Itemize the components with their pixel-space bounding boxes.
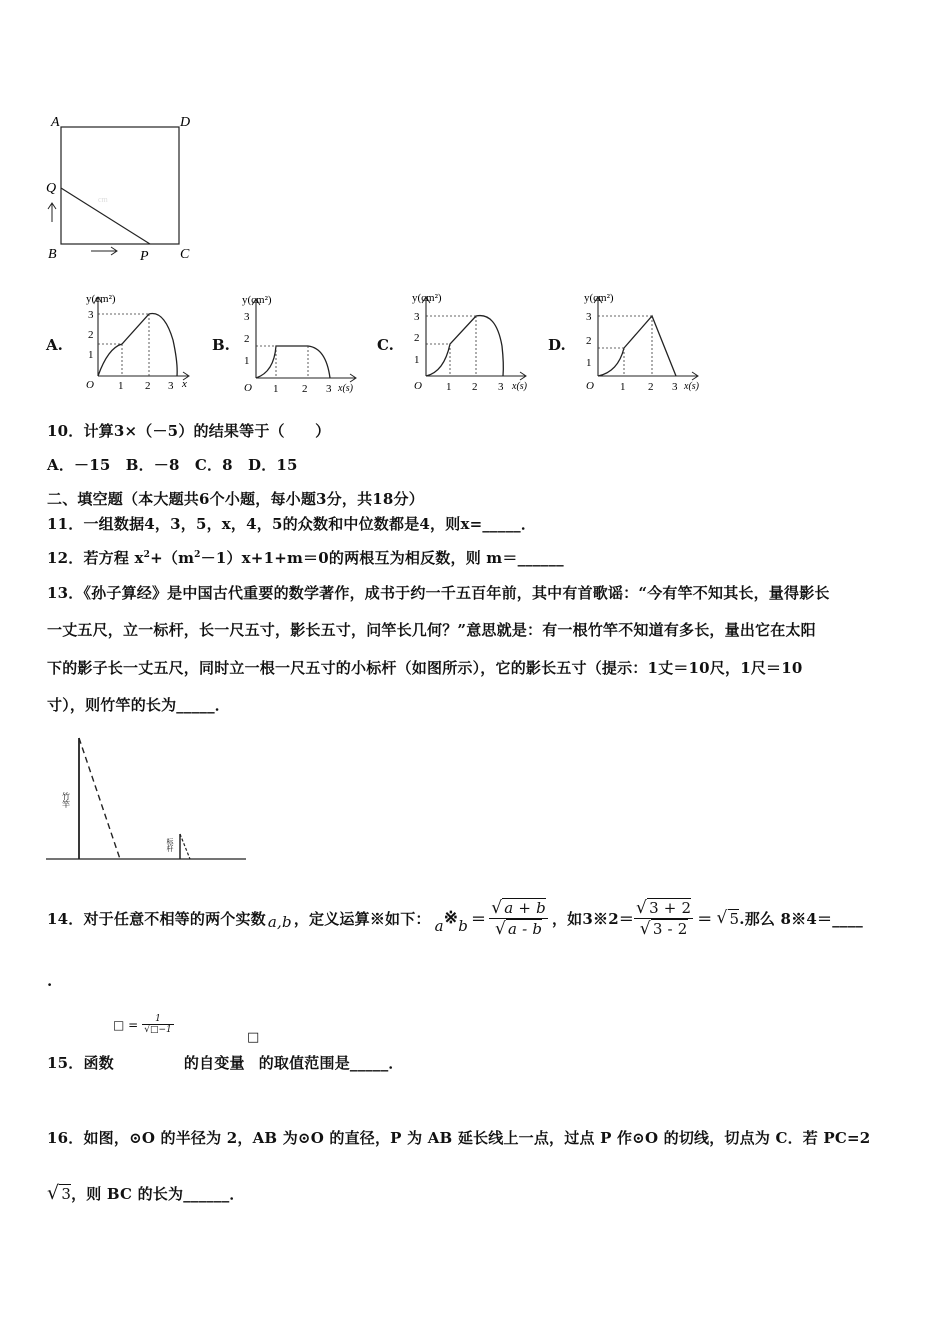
b-unit: y(cm²) (242, 294, 272, 306)
q15-num: 1 (142, 1014, 174, 1025)
a-xtick-2: 2 (145, 380, 151, 392)
b-ytick-1: 1 (244, 355, 250, 367)
c-xtick-1: 1 (446, 381, 452, 393)
q13-line2: 一丈五尺，立一标杆，长一尺五寸，影长五寸，问竿长几何？”意思就是：有一根竹竿不知道有多长，量出它在太阳 (47, 621, 816, 639)
label-c: C (180, 247, 190, 262)
q13-line4: 寸），则竹竿的长为_____． (47, 696, 231, 714)
a-origin: O (86, 379, 94, 391)
label-p: P (140, 249, 149, 264)
q13-line3: 下的影子长一丈五尺，同时立一根一尺五寸的小标杆（如图所示），它的影长五寸（提示：1丈＝10尺，1尺＝10 (47, 659, 803, 677)
a-ytick-2: 2 (88, 329, 94, 341)
q12-sup2: 2 (194, 550, 201, 560)
option-c-letter[interactable]: C. (377, 336, 394, 354)
q14-mid: ，定义运算※如下： (293, 909, 431, 928)
c-xtick-3: 3 (498, 381, 504, 393)
b-xtick-1: 1 (273, 383, 279, 395)
q15-den: √□−1 (144, 1025, 172, 1035)
c-ytick-1: 1 (414, 354, 420, 366)
label-d: D (180, 115, 191, 130)
q14-mid2: ，如3※2＝ (551, 909, 635, 928)
q12-sup1: 2 (143, 550, 151, 560)
q14-den2: 3 - 2 (652, 919, 688, 938)
d-xtick-2: 2 (648, 381, 654, 393)
pole-shadow-figure (44, 734, 250, 866)
q14-frac2: $\frac{√ 3 + 2}{√ 3 - 2}$ (636, 897, 692, 939)
b-xtick-3: 3 (326, 383, 332, 395)
option-c-graph (406, 286, 546, 394)
square-figure (40, 110, 220, 265)
q15-box: □ (247, 1030, 260, 1045)
a-unit: y(cm²) (86, 293, 116, 305)
q10-options: A．－15 B．－8 C．8 D．15 (47, 456, 298, 474)
q15-mid: 的自变量 (183, 1054, 245, 1072)
q15-formula (113, 1014, 174, 1035)
c-xlabel: x(s) (512, 381, 527, 392)
q16-sqrt: 3 (61, 1185, 72, 1203)
q14-num: a + b (504, 898, 546, 917)
q12-mid: +（m (150, 549, 195, 567)
d-origin: O (586, 380, 594, 392)
c-ytick-2: 2 (414, 332, 420, 344)
q12-pre: 12．若方程 x (47, 549, 144, 567)
q14-text: 14．对于任意不相等的两个实数 a,b ，定义运算※如下： a ※ b ＝ $\frac{√ a + b}{√ a - b}$ ，如3※2＝ $\frac{√ 3 + 2}{√ 3 - 2}$ ＝ √ 5 .那么 8※4＝____ (47, 897, 863, 939)
option-b-graph (236, 288, 366, 396)
marker-label: 标杆 (166, 838, 174, 852)
q14-vars: a,b (267, 913, 292, 931)
q11-text: 11．一组数据4，3，5，x，4，5的众数和中位数都是4，则x=_____． (47, 515, 537, 533)
q15-text (47, 1052, 404, 1073)
q14-den: a - b (508, 919, 543, 938)
option-d-graph (578, 286, 718, 394)
q16-line2: ，则 BC 的长为______． (71, 1185, 245, 1203)
q12-post: －1）x+1+m＝0的两根互为相反数，则 m＝______ (200, 549, 564, 567)
b-origin: O (244, 382, 252, 394)
c-ytick-3: 3 (414, 311, 420, 323)
b-ytick-3: 3 (244, 311, 250, 323)
section2-heading: 二、填空题（本大题共6个小题，每小题3分，共18分） (47, 490, 424, 508)
a-xtick-3: 3 (168, 380, 174, 392)
b-xlabel: x(s) (338, 383, 353, 394)
c-origin: O (414, 380, 422, 392)
c-unit: y(cm²) (412, 292, 442, 304)
label-a: A (51, 115, 60, 130)
q15-pre: 15．函数 (47, 1054, 114, 1072)
q12-text (47, 547, 564, 568)
q14-b: b (458, 917, 469, 935)
d-ytick-2: 2 (586, 335, 592, 347)
q14-frac: $\frac{√ a + b}{√ a - b}$ (491, 897, 546, 939)
q16-line1: 16．如图，⊙O 的半径为 2，AB 为⊙O 的直径，P 为 AB 延长线上一点，过点 P 作⊙O 的切线，切点为 C．若 PC=2 (47, 1129, 871, 1147)
option-a-graph (78, 288, 198, 396)
q14-pre: 14．对于任意不相等的两个实数 (47, 909, 266, 928)
label-q: Q (46, 181, 57, 196)
q14-dot: . (47, 972, 53, 990)
d-unit: y(cm²) (584, 292, 614, 304)
b-ytick-2: 2 (244, 333, 250, 345)
q16-line2-wrap: √ 3，则 BC 的长为______． (47, 1182, 245, 1204)
option-b-letter[interactable]: B. (212, 336, 230, 354)
option-d-letter[interactable]: D. (548, 336, 566, 354)
pole-label: 竹竿 (61, 792, 71, 808)
a-xtick-1: 1 (118, 380, 124, 392)
q10-text: 10．计算3×（－5）的结果等于（ ） (47, 422, 331, 440)
b-xtick-2: 2 (302, 383, 308, 395)
q14-num2: 3 + 2 (649, 898, 692, 917)
q14-eq2: ＝ (697, 909, 713, 928)
q14-op: ※ (443, 908, 459, 928)
d-xtick-3: 3 (672, 381, 678, 393)
d-ytick-3: 3 (586, 311, 592, 323)
d-xtick-1: 1 (620, 381, 626, 393)
q14-a: a (434, 917, 444, 935)
d-ytick-1: 1 (586, 357, 592, 369)
watermark: cm (98, 195, 108, 204)
q15-post: 的取值范围是_____． (258, 1054, 404, 1072)
c-xtick-2: 2 (472, 381, 478, 393)
option-a-letter[interactable]: A. (46, 336, 63, 354)
q14-eq: ＝ (471, 909, 487, 928)
a-ytick-1: 1 (88, 349, 94, 361)
d-xlabel: x(s) (684, 381, 699, 392)
q15-lhs: □ = (113, 1017, 139, 1032)
q14-res: 5 (729, 909, 740, 928)
label-b: B (48, 247, 57, 262)
q14-post: .那么 8※4＝____ (739, 909, 863, 928)
a-xlabel: x (182, 378, 187, 390)
q13-line1: 13．《孙子算经》是中国古代重要的数学著作，成书于约一千五百年前，其中有首歌谣：“今有竿不知其长，量得影长 (47, 584, 830, 602)
a-ytick-3: 3 (88, 309, 94, 321)
